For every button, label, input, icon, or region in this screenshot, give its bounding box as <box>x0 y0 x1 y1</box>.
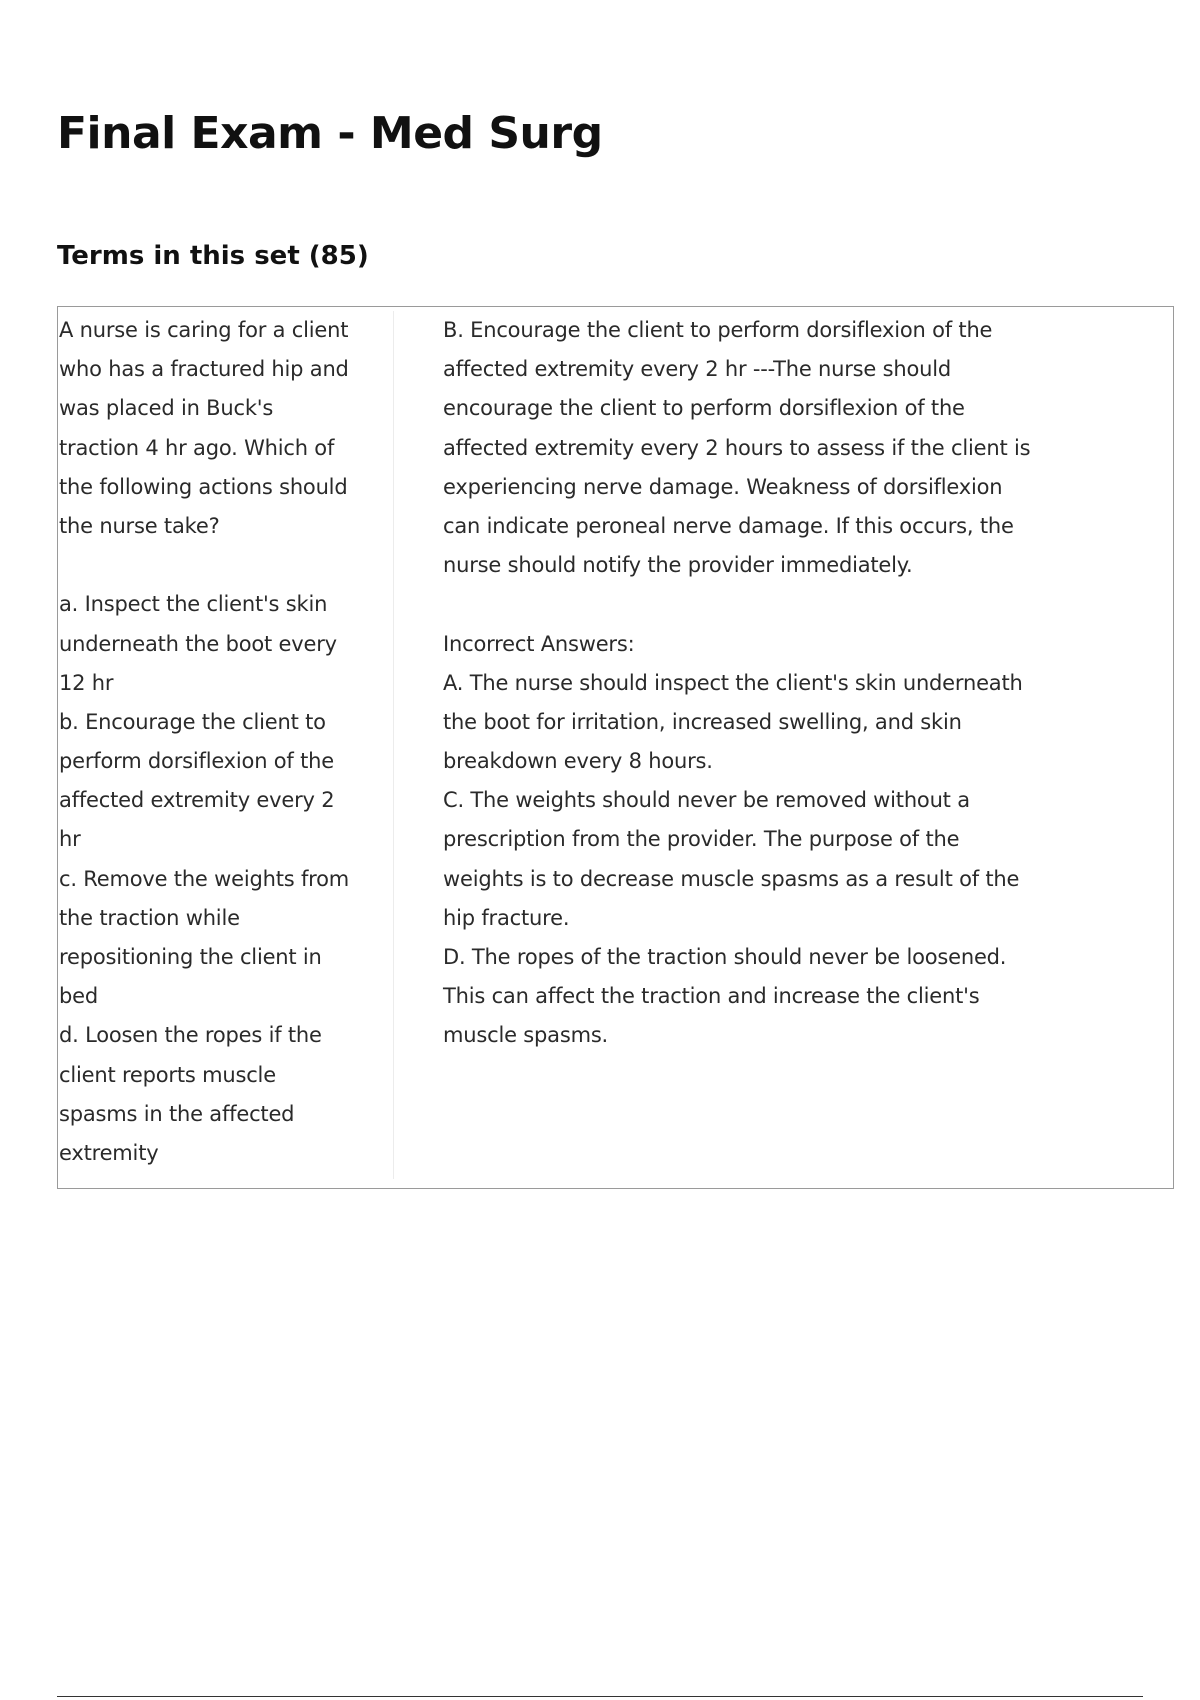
term-line: affected extremity every 2 <box>59 788 335 813</box>
term-line: client reports muscle <box>59 1062 276 1087</box>
term-line: who has a fractured hip and <box>59 357 349 382</box>
term-option-a: a. Inspect the client's skin <box>59 592 328 617</box>
definition-line: muscle spasms. <box>443 1023 609 1048</box>
definition-line: experiencing nerve damage. Weakness of dorsiflexion <box>443 474 1003 499</box>
definition-line: affected extremity every 2 hr ---The nurse should <box>443 357 951 382</box>
term-option-b: b. Encourage the client to <box>59 709 326 734</box>
term-line: the traction while <box>59 905 240 930</box>
definition-answer: B. Encourage the client to perform dorsiflexion of the <box>443 318 993 342</box>
definition-line: C. The weights should never be removed without a <box>443 788 970 813</box>
definition-line: breakdown every 8 hours. <box>443 749 713 774</box>
term-spacer <box>59 546 393 585</box>
definition-line: This can affect the traction and increase the client's <box>443 984 980 1009</box>
definition-spacer <box>443 585 1133 624</box>
term-line: A nurse is caring for a client <box>59 318 349 342</box>
term-line: perform dorsiflexion of the <box>59 749 334 774</box>
term-line: underneath the boot every <box>59 631 337 656</box>
term-line: spasms in the affected <box>59 1101 295 1126</box>
definition-line: encourage the client to perform dorsiflexion of the <box>443 396 965 421</box>
footer-divider <box>57 1696 1143 1697</box>
definition-line: A. The nurse should inspect the client's skin underneath <box>443 670 1023 695</box>
term-line: hr <box>59 827 81 852</box>
incorrect-answers-heading: Incorrect Answers: <box>443 631 635 656</box>
term-line: traction 4 hr ago. Which of <box>59 435 335 460</box>
term-option-c: c. Remove the weights from <box>59 866 350 891</box>
term-line: the nurse take? <box>59 513 220 538</box>
term-line: repositioning the client in <box>59 945 322 969</box>
term-line: the following actions should <box>59 474 348 499</box>
definition-line: can indicate peroneal nerve damage. If this occurs, the <box>443 513 1014 538</box>
term-line: 12 hr <box>59 670 114 695</box>
term-option-d: d. Loosen the ropes if the <box>59 1023 322 1048</box>
definition-line: the boot for irritation, increased swelling, and skin <box>443 709 962 734</box>
term-line: was placed in Buck's <box>59 396 274 421</box>
flashcard <box>57 306 1174 1189</box>
definition-line: affected extremity every 2 hours to assess if the client is <box>443 435 1031 460</box>
definition-line: weights is to decrease muscle spasms as a result of the <box>443 866 1020 891</box>
definition-line: D. The ropes of the traction should never be loosened. <box>443 945 1007 969</box>
definition-line: prescription from the provider. The purpose of the <box>443 827 960 852</box>
page-title: Final Exam - Med Surg <box>57 108 603 159</box>
term-line: extremity <box>59 1140 159 1165</box>
term-column <box>58 311 394 1179</box>
term-line: bed <box>59 984 98 1009</box>
definition-column <box>443 311 1133 1056</box>
definition-line: nurse should notify the provider immediately. <box>443 553 913 578</box>
definition-line: hip fracture. <box>443 905 570 930</box>
set-heading: Terms in this set (85) <box>57 241 369 271</box>
